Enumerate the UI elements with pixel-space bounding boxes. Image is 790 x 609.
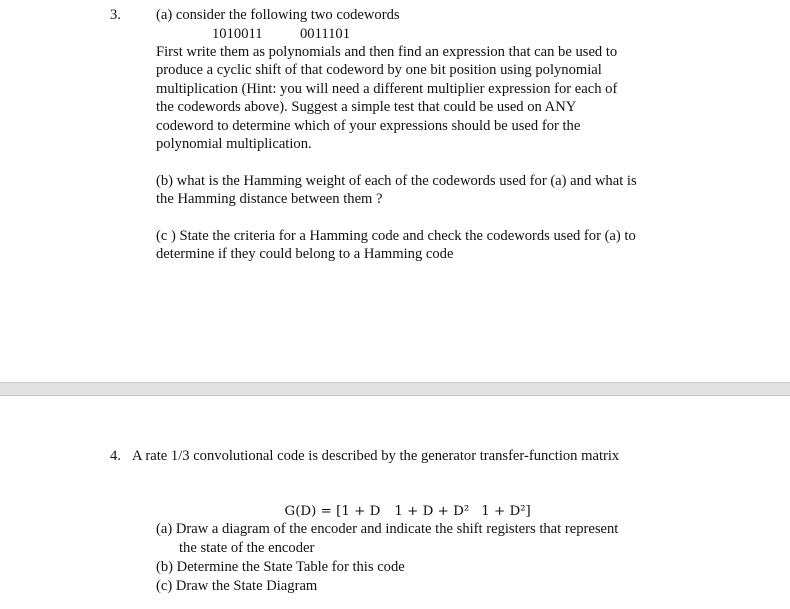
- equation-lhs: G(D) = [: [284, 504, 342, 520]
- q3-part-a-intro: (a) consider the following two codewords: [156, 7, 400, 23]
- text-line: multiplication (Hint: you will need a different multiplier expression for each of: [156, 80, 618, 97]
- q4-intro: A rate 1/3 convolutional code is described by the generator transfer-function matrix: [132, 448, 620, 464]
- generator-matrix-equation: [276, 485, 531, 522]
- text-line: codeword to determine which of your expressions should be used for the: [156, 117, 581, 134]
- text-line: First write them as polynomials and then find an expression that can be used to: [156, 44, 618, 60]
- q4-part-c: (c) Draw the State Diagram: [156, 578, 318, 594]
- text-line: the Hamming distance between them ?: [156, 191, 383, 208]
- question-3-number: 3.: [110, 7, 121, 23]
- q4-part-a-line-2: the state of the encoder: [179, 540, 315, 556]
- equation-term-2: 1 + D + D²: [394, 504, 470, 520]
- q3-part-c: [156, 227, 696, 264]
- codeword-1: 1010011: [212, 26, 263, 42]
- text-line: produce a cyclic shift of that codeword by one bit position using polynomial: [156, 62, 602, 79]
- codeword-2: 0011101: [300, 26, 350, 42]
- question-4-number: 4.: [110, 448, 121, 464]
- q3-part-b: [156, 172, 696, 209]
- q4-part-b: (b) Determine the State Table for this code: [156, 559, 405, 575]
- equation-term-1: 1 + D: [341, 504, 381, 520]
- text-line: (b) what is the Hamming weight of each of the codewords used for (a) and what is: [156, 173, 637, 189]
- text-line: the codewords above). Suggest a simple test that could be used on ANY: [156, 99, 577, 116]
- equation-term-3: 1 + D²]: [481, 504, 531, 520]
- page-gap-divider: [0, 382, 790, 396]
- q3-part-a-body: [156, 43, 696, 153]
- text-line: determine if they could belong to a Hamming code: [156, 246, 454, 263]
- text-line: (c ) State the criteria for a Hamming code and check the codewords used for (a) to: [156, 228, 636, 244]
- q4-part-a-line-1: (a) Draw a diagram of the encoder and indicate the shift registers that represent: [156, 521, 619, 537]
- text-line: polynomial multiplication.: [156, 136, 312, 153]
